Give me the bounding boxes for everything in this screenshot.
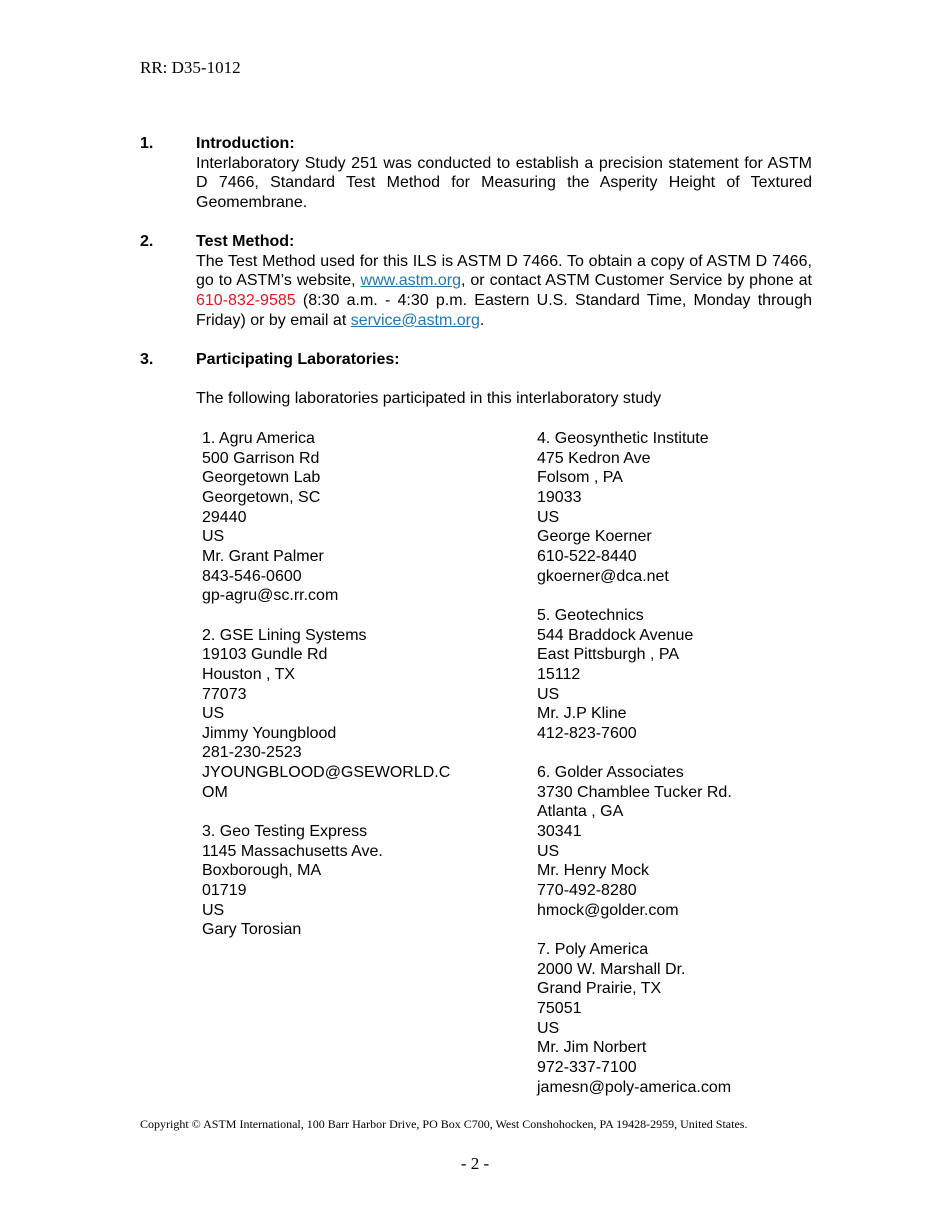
lab-name: 5. Geotechnics: [537, 606, 644, 624]
lab-detail-line: Georgetown Lab: [202, 469, 321, 487]
lab-detail-line: US: [537, 508, 560, 526]
section-text: Interlaboratory Study 251 was conducted to establish a precision statement for ASTM D 7466, Standard Test Method for Measuring the Asperity Height of Textured Geomembrane.: [196, 154, 812, 212]
lab-detail-line: 1145 Massachusetts Ave.: [202, 842, 383, 860]
section-number: 1.: [140, 135, 154, 152]
lab-detail-line: US: [537, 842, 560, 860]
lab-detail-line: Houston , TX: [202, 665, 296, 683]
lab-detail-line: 77073: [202, 685, 247, 703]
lab-entry: [537, 429, 732, 586]
lab-detail-line: 544 Braddock Avenue: [537, 626, 694, 644]
lab-detail-line: 19103 Gundle Rd: [202, 646, 328, 664]
page-number: - 2 -: [460, 1154, 490, 1173]
lab-detail-line: Folsom , PA: [537, 469, 623, 487]
lab-entry: [202, 822, 450, 940]
lab-detail-line: 01719: [202, 882, 247, 900]
customer-service-phone: 610-832-9585: [196, 292, 296, 310]
lab-entry: [202, 626, 450, 803]
lab-name: 2. GSE Lining Systems: [202, 626, 367, 644]
lab-detail-line: hmock@golder.com: [537, 901, 679, 919]
lab-name: 4. Geosynthetic Institute: [537, 430, 709, 447]
section-number: 2.: [140, 233, 154, 250]
lab-name: 6. Golder Associates: [537, 764, 684, 782]
labs-column-right: [537, 429, 732, 1117]
lab-entry: [202, 429, 450, 606]
lab-detail-line: OM: [202, 783, 228, 801]
lab-name: 3. Geo Testing Express: [202, 823, 368, 841]
lab-detail-line: JYOUNGBLOOD@GSEWORLD.C: [202, 764, 451, 782]
lab-detail-line: 972-337-7100: [537, 1058, 637, 1076]
lab-detail-line: Mr. J.P Kline: [537, 705, 627, 723]
lab-detail-line: US: [537, 685, 560, 703]
lab-detail-line: Atlanta , GA: [537, 803, 624, 821]
section-title: Test Method:: [196, 233, 295, 250]
lab-detail-line: Mr. Henry Mock: [537, 862, 650, 880]
text-part: (8:30 a.m. - 4:30 p.m. Eastern U.S. Standard Time, Monday through Friday) or by email at: [196, 292, 812, 329]
section-title: Introduction:: [196, 135, 295, 152]
lab-detail-line: Jimmy Youngblood: [202, 724, 337, 742]
astm-website-link[interactable]: www.astm.org: [360, 272, 461, 290]
lab-detail-line: 281-230-2523: [202, 744, 302, 762]
lab-detail-line: 75051: [537, 999, 582, 1017]
lab-detail-line: 770-492-8280: [537, 882, 637, 900]
lab-detail-line: 610-522-8440: [537, 547, 637, 565]
lab-detail-line: 19033: [537, 488, 582, 506]
lab-entry: [537, 940, 732, 1097]
lab-detail-line: Boxborough, MA: [202, 862, 322, 880]
labs-intro-line: [140, 389, 812, 409]
lab-detail-line: US: [202, 901, 225, 919]
section-test-method: [140, 232, 812, 331]
lab-detail-line: 29440: [202, 508, 247, 526]
lab-detail-line: 843-546-0600: [202, 567, 302, 585]
copyright-footer: Copyright © ASTM International, 100 Barr Harbor Drive, PO Box C700, West Conshohocken, PA 19428-2959, United States.: [140, 1117, 748, 1131]
lab-detail-line: gkoerner@dca.net: [537, 567, 669, 585]
lab-detail-line: Mr. Grant Palmer: [202, 547, 324, 565]
lab-detail-line: 2000 W. Marshall Dr.: [537, 960, 686, 978]
lab-detail-line: 15112: [537, 665, 581, 683]
text-part: , or contact ASTM Customer Service by phone at: [461, 272, 812, 290]
lab-detail-line: US: [202, 528, 225, 546]
lab-detail-line: East Pittsburgh , PA: [537, 646, 679, 664]
section-introduction: [140, 134, 812, 213]
lab-detail-line: jamesn@poly-america.com: [537, 1078, 732, 1096]
labs-intro-text: The following laboratories participated in this interlaboratory study: [196, 390, 662, 407]
section-text: [196, 252, 812, 331]
lab-detail-line: US: [537, 1019, 560, 1037]
section-title: Participating Laboratories:: [196, 351, 400, 368]
text-part: .: [479, 311, 485, 329]
labs-column-left: [202, 429, 450, 960]
lab-detail-line: 500 Garrison Rd: [202, 449, 320, 467]
lab-detail-line: US: [202, 705, 225, 723]
lab-detail-line: Gary Torosian: [202, 921, 302, 939]
lab-detail-line: 30341: [537, 823, 582, 841]
service-email-link[interactable]: service@astm.org: [350, 311, 480, 329]
report-id-header: RR: D35-1012: [140, 58, 241, 77]
text-part: The Test Method used for this ILS is ASTM D 7466. To obtain a copy of ASTM D 7466, go to ASTM’s website,: [196, 252, 812, 290]
lab-detail-line: 475 Kedron Ave: [537, 449, 651, 467]
section-number: 3.: [140, 351, 154, 368]
lab-detail-line: George Koerner: [537, 528, 652, 546]
lab-entry: [537, 606, 732, 744]
lab-name: 7. Poly America: [537, 941, 649, 959]
section-participating-labs: [140, 350, 812, 370]
lab-detail-line: 3730 Chamblee Tucker Rd.: [537, 783, 732, 801]
lab-detail-line: Georgetown, SC: [202, 488, 321, 506]
lab-detail-line: gp-agru@sc.rr.com: [202, 587, 339, 605]
lab-detail-line: Grand Prairie, TX: [537, 980, 662, 998]
lab-detail-line: 412-823-7600: [537, 724, 637, 742]
lab-detail-line: Mr. Jim Norbert: [537, 1039, 647, 1057]
lab-name: 1. Agru America: [202, 430, 315, 447]
lab-entry: [537, 763, 732, 920]
